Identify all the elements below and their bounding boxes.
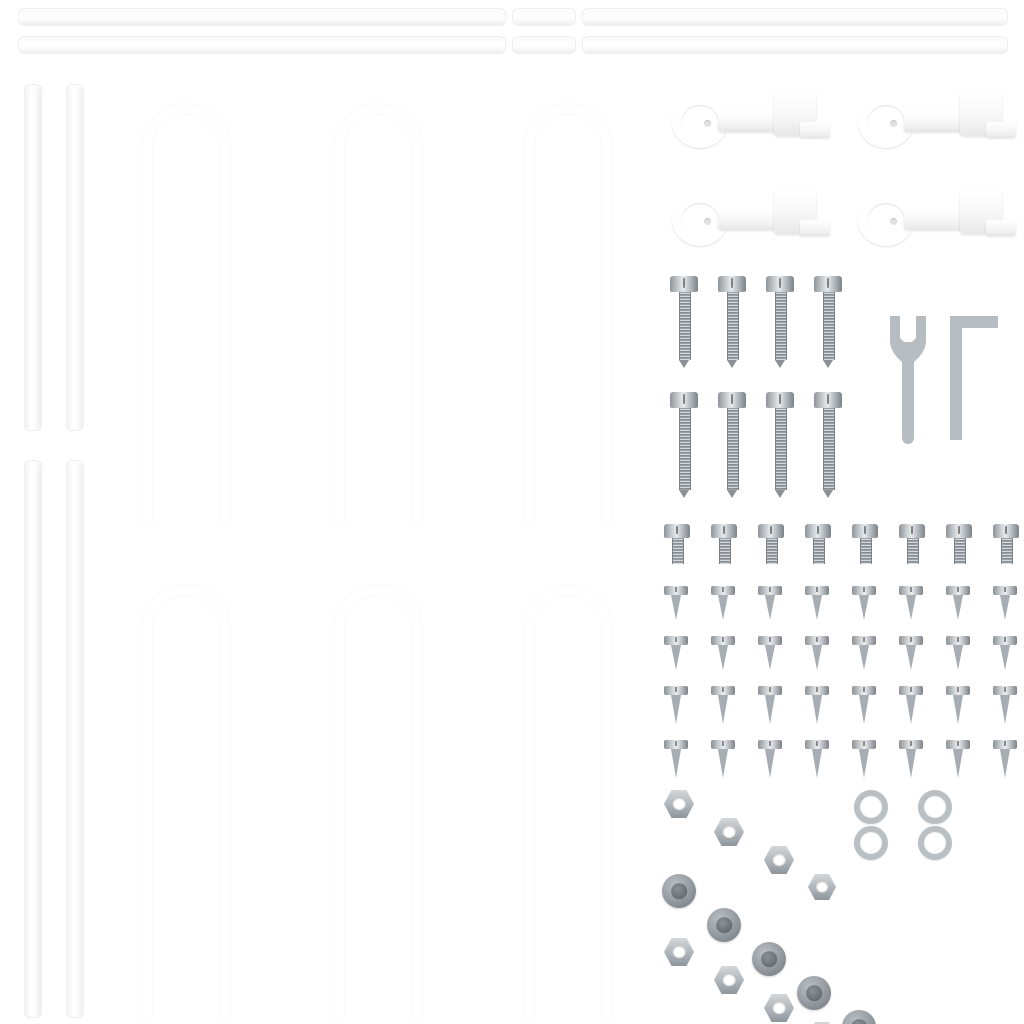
screw-body (953, 695, 963, 724)
wood-screw-r2-c1 (664, 636, 688, 672)
screw-body (812, 645, 822, 670)
bolt-head (814, 392, 842, 408)
clamp-hole (704, 218, 711, 225)
short-screw-6 (899, 524, 925, 566)
post-lower-left-2 (66, 460, 84, 1018)
bolt-head (766, 276, 794, 292)
wood-screw-r3-c8 (993, 686, 1017, 726)
wood-screw-r1-c4 (805, 586, 829, 622)
screw-body (718, 749, 728, 778)
pipe-clamp-2 (858, 92, 1016, 154)
nut-hole (773, 854, 786, 866)
screw-body (859, 595, 869, 620)
screw-body (859, 645, 869, 670)
bolt-shaft (823, 292, 835, 360)
screw-body (765, 595, 775, 620)
bolt-head (814, 276, 842, 292)
screw-body (906, 749, 916, 778)
screw-body (765, 749, 775, 778)
bolt-shaft (775, 292, 787, 360)
screw-shaft (766, 538, 778, 564)
cap-nut-r1-c5 (842, 1010, 876, 1024)
hoop-lower-1 (142, 585, 230, 1017)
bolt-shaft (775, 408, 787, 490)
washer-3 (854, 826, 888, 860)
wood-screw-r3-c3 (758, 686, 782, 726)
short-screw-4 (805, 524, 831, 566)
screw-body (812, 695, 822, 724)
screw-head (946, 636, 970, 645)
screw-head (758, 586, 782, 595)
wood-screw-r2-c8 (993, 636, 1017, 672)
wrench-icon (884, 312, 932, 444)
hoop-upper-3 (524, 104, 612, 524)
pipe-clamp-3 (672, 190, 830, 252)
clamp-hole (890, 120, 897, 127)
screw-body (953, 645, 963, 670)
long-bolt-7 (766, 392, 794, 498)
screw-head (758, 524, 784, 538)
screw-body (953, 749, 963, 778)
bolt-shaft (679, 292, 691, 360)
long-bolt-5 (670, 392, 698, 498)
wood-screw-r3-c7 (946, 686, 970, 726)
hoop-upper-1 (142, 104, 230, 524)
screw-shaft (672, 538, 684, 564)
clamp-hole (890, 218, 897, 225)
rail-top-right-3 (512, 36, 576, 54)
clamp-tail (800, 220, 830, 236)
wood-screw-r4-c2 (711, 740, 735, 780)
clamp-arm (718, 210, 780, 230)
wood-screw-r1-c2 (711, 586, 735, 622)
screw-body (1000, 695, 1010, 724)
screw-head (805, 586, 829, 595)
bolt-tip (775, 360, 785, 368)
screw-head (852, 524, 878, 538)
hoop-lower-3 (524, 585, 612, 1017)
wood-screw-r2-c3 (758, 636, 782, 672)
screw-head (758, 636, 782, 645)
short-screw-3 (758, 524, 784, 566)
long-bolt-8 (814, 392, 842, 498)
wood-screw-r1-c6 (899, 586, 923, 622)
hex-nut-1 (664, 790, 694, 818)
cap-nut-r1-c1 (662, 874, 696, 908)
wood-screw-grid (664, 586, 1014, 776)
wood-screw-r1-c7 (946, 586, 970, 622)
screw-body (859, 749, 869, 778)
wood-screw-r4-c4 (805, 740, 829, 780)
rail-top-right-2 (582, 8, 1008, 26)
wood-screw-r2-c5 (852, 636, 876, 672)
clamp-arm (718, 112, 780, 132)
screw-head (711, 686, 735, 695)
wood-screw-r3-c1 (664, 686, 688, 726)
screw-head (946, 524, 972, 538)
screw-head (711, 636, 735, 645)
cap-nut-r1-c3 (752, 942, 786, 976)
wood-screw-r2-c7 (946, 636, 970, 672)
bolt-tip (679, 490, 689, 498)
bolt-shaft (679, 408, 691, 490)
hex-nut-3 (764, 846, 794, 874)
washer-2 (918, 790, 952, 824)
wood-screw-r3-c5 (852, 686, 876, 726)
screw-head (805, 524, 831, 538)
screw-head (852, 586, 876, 595)
bolt-tip (823, 490, 833, 498)
clamp-arm (904, 210, 966, 230)
screw-body (1000, 749, 1010, 778)
rail-top-right-4 (582, 36, 1008, 54)
screw-body (671, 749, 681, 778)
screw-shaft (954, 538, 966, 564)
post-upper-left-2 (66, 84, 84, 431)
screw-head (993, 740, 1017, 749)
wood-screw-r1-c3 (758, 586, 782, 622)
hex-nut-2 (714, 818, 744, 846)
cap-nut-grid (662, 874, 1014, 1006)
bolt-shaft (727, 408, 739, 490)
screw-body (953, 595, 963, 620)
cap-nut-r1-c2 (707, 908, 741, 942)
bolt-head (670, 392, 698, 408)
long-bolt-3 (766, 276, 794, 368)
clamp-tail (986, 122, 1016, 138)
screw-shaft (813, 538, 825, 564)
screw-head (711, 740, 735, 749)
screw-head (805, 740, 829, 749)
screw-body (718, 645, 728, 670)
rail-top-left-2 (18, 36, 506, 54)
wood-screw-r4-c7 (946, 740, 970, 780)
screw-head (758, 740, 782, 749)
screw-head (946, 586, 970, 595)
allen-key-icon (946, 312, 1002, 444)
screw-body (765, 695, 775, 724)
screw-body (906, 645, 916, 670)
washer-1 (854, 790, 888, 824)
screw-shaft (860, 538, 872, 564)
bolt-head (670, 276, 698, 292)
long-bolt-4 (814, 276, 842, 368)
hoop-upper-2 (334, 104, 422, 524)
long-bolt-1 (670, 276, 698, 368)
screw-body (1000, 645, 1010, 670)
screw-body (1000, 595, 1010, 620)
short-screw-row (664, 524, 1004, 568)
bolt-tip (775, 490, 785, 498)
washer-4 (918, 826, 952, 860)
screw-body (812, 749, 822, 778)
rail-top-right-1 (512, 8, 576, 26)
clamp-arm (904, 112, 966, 132)
bolt-shaft (727, 292, 739, 360)
bolt-tip (679, 360, 689, 368)
screw-body (718, 595, 728, 620)
wood-screw-r4-c1 (664, 740, 688, 780)
screw-head (805, 686, 829, 695)
bolt-tip (727, 490, 737, 498)
screw-head (993, 524, 1019, 538)
screw-shaft (1001, 538, 1013, 564)
screw-head (993, 686, 1017, 695)
screw-head (899, 686, 923, 695)
wood-screw-r4-c3 (758, 740, 782, 780)
wood-screw-r1-c8 (993, 586, 1017, 622)
screw-head (899, 524, 925, 538)
short-screw-1 (664, 524, 690, 566)
cap-nut-r1-c4 (797, 976, 831, 1010)
screw-shaft (907, 538, 919, 564)
wood-screw-r4-c5 (852, 740, 876, 780)
short-screw-8 (993, 524, 1019, 566)
screw-head (664, 686, 688, 695)
screw-body (812, 595, 822, 620)
screw-body (906, 695, 916, 724)
post-lower-left-1 (24, 460, 42, 1018)
screw-body (765, 645, 775, 670)
bolt-head (766, 392, 794, 408)
screw-shaft (719, 538, 731, 564)
wood-screw-r1-c5 (852, 586, 876, 622)
short-screw-5 (852, 524, 878, 566)
screw-head (711, 586, 735, 595)
screw-head (664, 636, 688, 645)
screw-body (859, 695, 869, 724)
wood-screw-r3-c4 (805, 686, 829, 726)
wood-screw-r2-c2 (711, 636, 735, 672)
clamp-hole (704, 120, 711, 127)
screw-body (671, 695, 681, 724)
bolt-tip (823, 360, 833, 368)
screw-body (906, 595, 916, 620)
clamp-tail (986, 220, 1016, 236)
screw-body (671, 645, 681, 670)
short-screw-7 (946, 524, 972, 566)
wood-screw-r2-c4 (805, 636, 829, 672)
long-bolt-6 (718, 392, 746, 498)
screw-body (671, 595, 681, 620)
nut-hole (673, 798, 686, 810)
wood-screw-r4-c6 (899, 740, 923, 780)
hoop-lower-2 (334, 585, 422, 1017)
nut-hole (723, 826, 736, 838)
wood-screw-r2-c6 (899, 636, 923, 672)
wood-screw-r1-c1 (664, 586, 688, 622)
screw-head (899, 586, 923, 595)
screw-head (852, 686, 876, 695)
screw-head (946, 740, 970, 749)
screw-head (852, 636, 876, 645)
screw-head (993, 586, 1017, 595)
wood-screw-r3-c6 (899, 686, 923, 726)
bolt-shaft (823, 408, 835, 490)
clamp-tail (800, 122, 830, 138)
bolt-head (718, 276, 746, 292)
screw-body (718, 695, 728, 724)
long-bolt-2 (718, 276, 746, 368)
screw-head (758, 686, 782, 695)
screw-head (711, 524, 737, 538)
wood-screw-r3-c2 (711, 686, 735, 726)
bolt-head (718, 392, 746, 408)
bolt-tip (727, 360, 737, 368)
post-upper-left-1 (24, 84, 42, 431)
screw-head (899, 740, 923, 749)
screw-head (946, 686, 970, 695)
wood-screw-r4-c8 (993, 740, 1017, 780)
pipe-clamp-1 (672, 92, 830, 154)
screw-head (664, 524, 690, 538)
screw-head (664, 586, 688, 595)
screw-head (899, 636, 923, 645)
short-screw-2 (711, 524, 737, 566)
pipe-clamp-4 (858, 190, 1016, 252)
screw-head (805, 636, 829, 645)
screw-head (664, 740, 688, 749)
screw-head (852, 740, 876, 749)
screw-head (993, 636, 1017, 645)
rail-top-left-1 (18, 8, 506, 26)
